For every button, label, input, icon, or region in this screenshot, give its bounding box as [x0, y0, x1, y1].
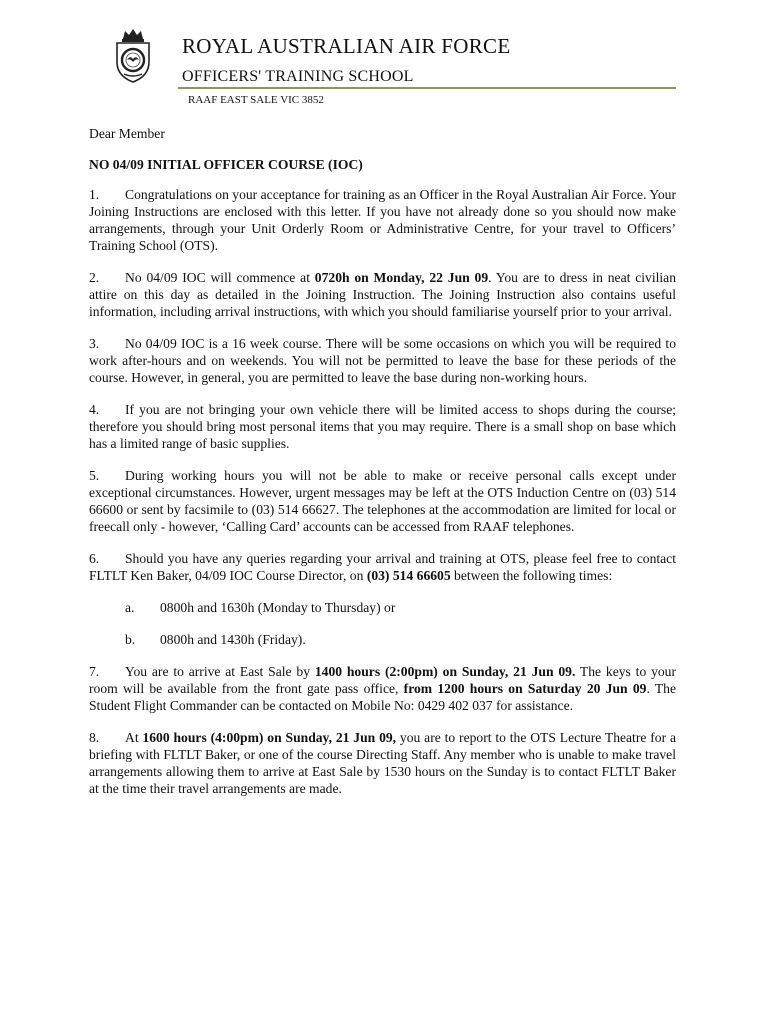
paragraph-4 [89, 401, 676, 452]
paragraph-3 [89, 335, 676, 386]
school-address: RAAF EAST SALE VIC 3852 [188, 94, 324, 106]
paragraph-text: At [125, 730, 143, 745]
paragraph-text: The keys to your room will be available from the front gate pass office, [89, 664, 676, 696]
paragraph-text: . The Student Flight Commander can be contacted on Mobile No: 0429 402 037 for assistance. [89, 681, 676, 713]
raaf-crest-icon [112, 26, 154, 84]
paragraph-8 [89, 729, 676, 797]
list-item-marker: b. [125, 632, 136, 647]
paragraph-text: between the following times: [450, 568, 613, 583]
list-item-marker: a. [125, 600, 135, 615]
paragraph-number: 3. [89, 336, 100, 351]
list-item [89, 599, 676, 616]
paragraph-1 [89, 186, 676, 254]
paragraph-text: If you are not bringing your own vehicle there will be limited access to shops during the course; therefore you should bring most personal items that you may require. There is a small shop on base which has a limited range of basic supplies. [89, 402, 676, 451]
paragraph-text: you are to report to the OTS Lecture Theatre for a briefing with FLTLT Baker, or one of the course Directing Staff. Any member who is unable to make travel arrangements allowing them to arrive at East Sale by 1530 hours on the Sunday is to contact FLTLT Baker at the time their travel arrangements are made. [89, 730, 676, 796]
paragraph-6 [89, 550, 676, 584]
letterhead-divider [178, 87, 676, 89]
paragraph-5 [89, 467, 676, 535]
paragraph-2 [89, 269, 676, 320]
paragraph-number: 7. [89, 664, 100, 679]
briefing-time: 1600 hours (4:00pm) on Sunday, 21 Jun 09, [142, 730, 397, 745]
paragraph-text: During working hours you will not be able to make or receive personal calls except under exceptional circumstances. However, urgent messages may be left at the OTS Induction Centre on (03) 514 66600 or sent by facsimile to (03) 514 66627. The telephones at the accommodation are limited for local or freecall only - however, ‘Calling Card’ accounts can be accessed from RAAF telephones. [89, 468, 676, 534]
paragraph-7 [89, 663, 676, 714]
list-item-text: 0800h and 1630h (Monday to Thursday) or [160, 600, 396, 615]
list-item-text: 0800h and 1430h (Friday). [160, 632, 306, 647]
paragraph-text: No 04/09 IOC is a 16 week course. There will be some occasions on which you will be required to work after-hours and on weekends. You will not be permitted to leave the base for these periods of the course. However, in general, you are permitted to leave the base during non-working hours. [89, 336, 676, 385]
arrival-deadline: 1400 hours (2:00pm) on Sunday, 21 Jun 09. [314, 664, 576, 679]
paragraph-number: 2. [89, 270, 100, 285]
paragraph-text: No 04/09 IOC will commence at [125, 270, 315, 285]
course-start-time: 0720h on Monday, 22 Jun 09 [314, 270, 489, 285]
school-name: OFFICERS' TRAINING SCHOOL [182, 68, 414, 85]
paragraph-text: Should you have any queries regarding your arrival and training at OTS, please feel free to contact FLTLT Ken Baker, 04/09 IOC Course Director, on [89, 551, 676, 583]
paragraph-text: . You are to dress in neat civilian attire on this day as detailed in the Joining Instruction. The Joining Instruction also contains useful information, including arrival instructions, with which you should familiarise yourself prior to your arrival. [89, 270, 676, 319]
letter-body [89, 125, 676, 812]
paragraph-number: 4. [89, 402, 100, 417]
key-collection-time: from 1200 hours on Saturday 20 Jun 09 [403, 681, 647, 696]
paragraph-number: 1. [89, 187, 100, 202]
list-item [89, 631, 676, 648]
organisation-title: ROYAL AUSTRALIAN AIR FORCE [182, 34, 511, 58]
course-director-phone: (03) 514 66605 [366, 568, 451, 583]
paragraph-number: 6. [89, 551, 100, 566]
paragraph-number: 8. [89, 730, 100, 745]
letter-subject: NO 04/09 INITIAL OFFICER COURSE (IOC) [89, 157, 363, 172]
salutation: Dear Member [89, 126, 165, 141]
paragraph-text: Congratulations on your acceptance for training as an Officer in the Royal Australian Air Force. Your Joining Instructions are enclosed with this letter. If you have not already done so you should now make arrangements, through your Unit Orderly Room or Administrative Centre, for your travel to Officers’ Training School (OTS). [89, 187, 676, 253]
paragraph-text: You are to arrive at East Sale by [125, 664, 315, 679]
paragraph-number: 5. [89, 468, 100, 483]
